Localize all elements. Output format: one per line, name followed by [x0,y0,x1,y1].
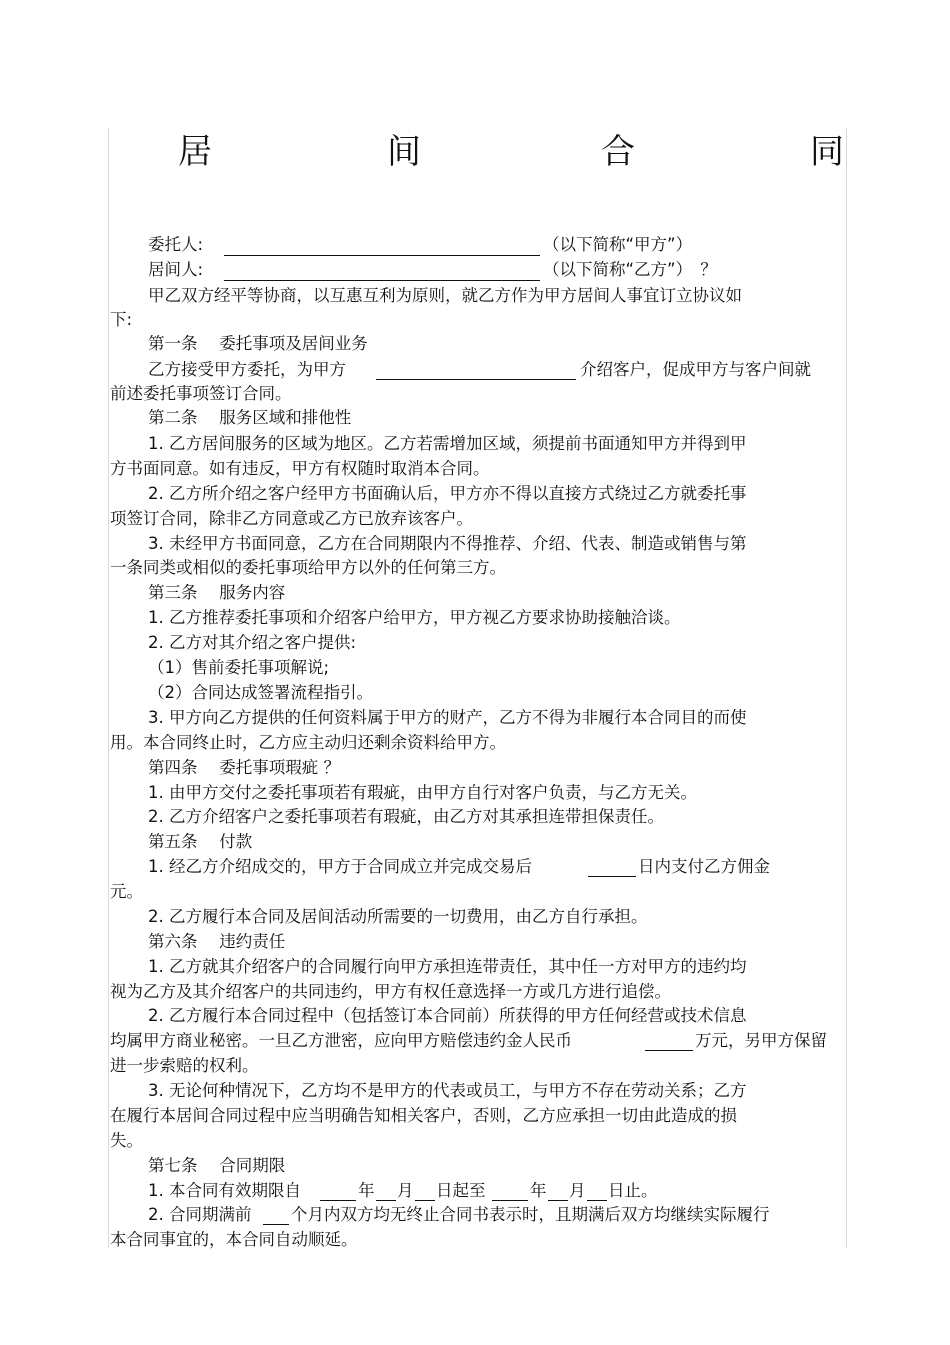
article-1-text: 乙方接受甲方委托，为甲方 [148,360,346,379]
article-6-item-3-cont: 在履行本居间合同过程中应当明确告知相关客户，否则，乙方应承担一切由此造成的损 [110,1106,737,1125]
article-7-item-2-cont: 本合同事宜的，本合同自动顺延。 [110,1230,358,1249]
article-4-item-1: 1. 由甲方交付之委托事项若有瑕疵，由甲方自行对客户负责，与乙方无关。 [148,783,697,802]
year-label: 年 [358,1181,375,1200]
article-1-text-b: 介绍客户，促成甲方与客户间就 [580,360,811,379]
article-5-item-2: 2. 乙方履行本合同及居间活动所需要的一切费用，由乙方自行承担。 [148,907,648,926]
article-6-heading: 第六条 违约责任 [148,932,286,951]
article-5-item-1-cont: 元。 [110,882,143,901]
article-6-item-1: 1. 乙方就其介绍客户的合同履行向甲方承担连带责任，其中任一方对甲方的违约均 [148,957,747,976]
title-char: 同 [810,132,844,172]
article-5-item-1-b: 日内支付乙方佣金 [638,857,770,876]
article-3-sub-1: （1）售前委托事项解说; [148,658,330,677]
title-char: 间 [387,132,421,172]
article-4-heading: 第四条 委托事项瑕疵 ？ [148,758,340,777]
article-2-item-3-cont: 一条同类或相似的委托事项给甲方以外的任何第三方。 [110,558,506,577]
client-label: 委托人: [148,235,204,254]
article-6-item-2-cont2: 进一步索赔的权利。 [110,1056,259,1075]
article-3-item-3: 3. 甲方向乙方提供的任何资料属于甲方的财产，乙方不得为非履行本合同目的而使 [148,708,747,727]
article-5-heading: 第五条 付款 [148,832,253,851]
article-6-item-2-b: 万元，另甲方保留 [695,1031,827,1050]
article-2-item-1: 1. 乙方居间服务的区域为地区。乙方若需增加区域，须提前书面通知甲方并得到甲 [148,434,747,453]
broker-label: 居间人: [148,260,204,279]
title-char: 合 [601,132,635,172]
article-7-item-2-b: 个月内双方均无终止合同书表示时，且期满后双方均继续实际履行 [291,1205,770,1224]
preamble-cont: 下: [110,310,133,329]
article-7-item-2: 2. 合同期满前 [148,1205,252,1224]
month-label: 月 [397,1181,414,1200]
article-7-heading: 第七条 合同期限 [148,1156,286,1175]
client-line [148,234,203,256]
broker-name-field[interactable] [224,263,540,281]
year-label: 年 [530,1181,547,1200]
article-3-item-3-cont: 用。本合同终止时，乙方应主动归还剩余资料给甲方。 [110,733,506,752]
left-margin-line [108,128,109,1248]
broker-alias: （以下简称“乙方”） ？ [543,260,717,279]
article-5-item-1: 1. 经乙方介绍成交的，甲方于合同成立并完成交易后 [148,857,532,876]
client-alias: （以下简称“甲方”） [543,235,693,254]
end-month-blank[interactable] [548,1183,568,1201]
article-4-item-2: 2. 乙方介绍客户之委托事项若有瑕疵，由乙方对其承担连带担保责任。 [148,807,664,826]
start-year-blank[interactable] [320,1183,356,1201]
client-name-field[interactable] [224,238,540,256]
article-6-item-2-cont: 均属甲方商业秘密。一旦乙方泄密，应向甲方赔偿违约金人民币 [110,1031,572,1050]
article-2-item-2-cont: 项签订合同，除非乙方同意或乙方已放弃该客户。 [110,509,473,528]
article-6-item-2: 2. 乙方履行本合同过程中（包括签订本合同前）所获得的甲方任何经营或技术信息 [148,1006,747,1025]
article-3-item-1: 1. 乙方推荐委托事项和介绍客户给甲方，甲方视乙方要求协助接触洽谈。 [148,608,681,627]
start-day-blank[interactable] [415,1183,435,1201]
title-char: 居 [178,132,212,172]
article-2-item-3: 3. 未经甲方书面同意，乙方在合同期限内不得推荐、介绍、代表、制造或销售与第 [148,534,747,553]
article-6-item-1-cont: 视为乙方及其介绍客户的共同违约，甲方有权任意选择一方或几方进行追偿。 [110,982,671,1001]
article-2-heading: 第二条 服务区域和排他性 [148,408,352,427]
payment-days-blank[interactable] [588,859,636,877]
entrust-blank[interactable] [376,362,576,380]
right-margin-line [846,128,847,1248]
end-day-blank[interactable] [587,1183,607,1201]
article-2-item-2: 2. 乙方所介绍之客户经甲方书面确认后，甲方亦不得以直接方式绕过乙方就委托事 [148,484,747,503]
article-7-item-1: 1. 本合同有效期限自 [148,1181,301,1200]
day-end-label: 日止。 [608,1181,658,1200]
article-6-item-3: 3. 无论何种情况下，乙方均不是甲方的代表或员工，与甲方不存在劳动关系；乙方 [148,1081,747,1100]
broker-line [148,259,203,281]
end-year-blank[interactable] [492,1183,528,1201]
article-1-text-cont: 前述委托事项签订合同。 [110,384,292,403]
article-3-sub-2: （2）合同达成签署流程指引。 [148,683,373,702]
month-label: 月 [569,1181,586,1200]
document-title [0,130,950,180]
notice-months-blank[interactable] [263,1207,289,1225]
start-month-blank[interactable] [376,1183,396,1201]
day-to-label: 日起至 [436,1181,486,1200]
article-3-item-2: 2. 乙方对其介绍之客户提供: [148,633,357,652]
article-1-heading: 第一条 委托事项及居间业务 [148,334,368,353]
article-3-heading: 第三条 服务内容 [148,583,286,602]
preamble: 甲乙双方经平等协商，以互惠互利为原则，就乙方作为甲方居间人事宜订立协议如 [148,286,742,305]
penalty-amount-blank[interactable] [645,1033,693,1051]
article-2-item-1-cont: 方书面同意。如有违反，甲方有权随时取消本合同。 [110,459,490,478]
article-6-item-3-cont2: 失。 [110,1131,143,1150]
